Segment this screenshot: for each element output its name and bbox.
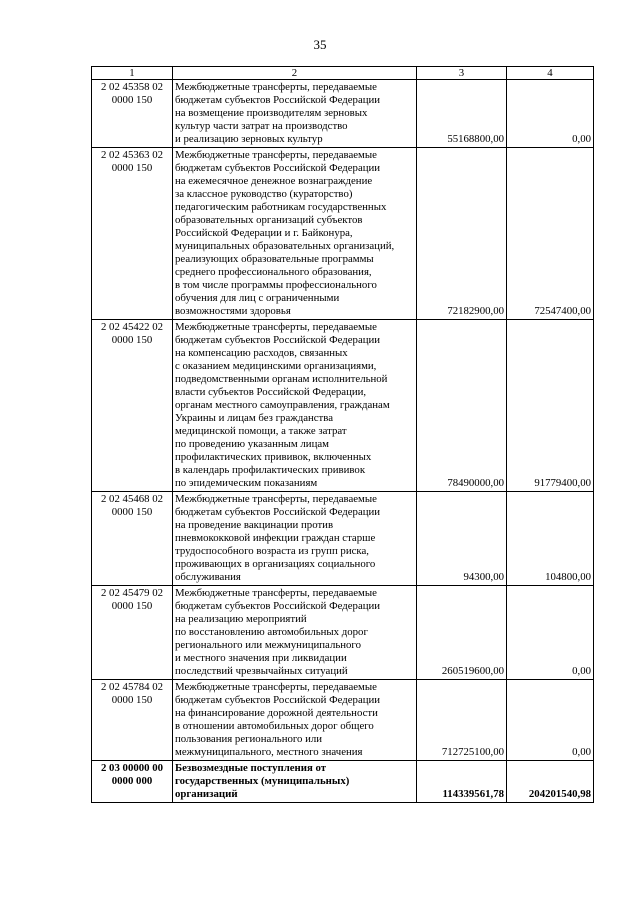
description-line: среднего профессионального образования,	[175, 266, 372, 278]
description-line: Межбюджетные трансферты, передаваемые	[175, 321, 377, 333]
description-line: межмуниципального, местного значения	[175, 746, 363, 758]
budget-code-cell	[92, 80, 173, 148]
description-line: бюджетам субъектов Российской Федерации	[175, 506, 381, 518]
description-line: и реализацию зерновых культур	[175, 133, 323, 145]
description-line: последствий чрезвычайных ситуаций	[175, 665, 348, 677]
amount-column-4: 72547400,00	[507, 148, 594, 320]
amount-column-4: 91779400,00	[507, 320, 594, 492]
budget-code-cell	[92, 586, 173, 680]
budget-code-cell	[92, 148, 173, 320]
description-line: Межбюджетные трансферты, передаваемые	[175, 149, 377, 161]
description-line: образовательных организаций субъектов	[175, 214, 363, 226]
amount-column-3: 114339561,78	[417, 761, 507, 803]
amount-column-3: 78490000,00	[417, 320, 507, 492]
budget-code-line: 0000 150	[111, 506, 153, 518]
budget-code-line: 2 02 45468 02	[100, 493, 164, 505]
column-header-1: 1	[92, 67, 173, 80]
table-header-row	[92, 67, 594, 80]
description-line: по восстановлению автомобильных дорог	[175, 626, 368, 638]
description-line: Межбюджетные трансферты, передаваемые	[175, 681, 377, 693]
description-line: Украины и лицам без гражданства	[175, 412, 334, 424]
amount-column-3: 94300,00	[417, 492, 507, 586]
budget-code-line: 0000 150	[111, 334, 153, 346]
column-header-2: 2	[173, 67, 417, 80]
amount-column-3: 72182900,00	[417, 148, 507, 320]
description-cell	[173, 761, 417, 803]
table-row	[92, 320, 594, 492]
description-line: бюджетам субъектов Российской Федерации	[175, 94, 381, 106]
description-line: в календарь профилактических прививок	[175, 464, 366, 476]
table-row	[92, 761, 594, 803]
description-line: бюджетам субъектов Российской Федерации	[175, 694, 381, 706]
budget-code-line: 2 02 45784 02	[100, 681, 164, 693]
description-line: Межбюджетные трансферты, передаваемые	[175, 81, 377, 93]
description-line: педагогическим работникам государственных	[175, 201, 387, 213]
column-header-4: 4	[507, 67, 594, 80]
amount-column-4: 0,00	[507, 80, 594, 148]
amount-column-4: 0,00	[507, 680, 594, 761]
table-row	[92, 586, 594, 680]
table-row	[92, 148, 594, 320]
description-line: по эпидемическим показаниям	[175, 477, 318, 489]
budget-code-line: 2 03 00000 00	[100, 762, 164, 774]
budget-code-line: 2 02 45479 02	[100, 587, 164, 599]
description-line: государственных (муниципальных)	[175, 775, 350, 787]
description-line: бюджетам субъектов Российской Федерации	[175, 334, 381, 346]
budget-table	[91, 66, 594, 803]
description-line: по проведению указанным лицам	[175, 438, 329, 450]
description-cell	[173, 320, 417, 492]
budget-code-line: 0000 150	[111, 162, 153, 174]
description-line: проживающих в организациях социального	[175, 558, 376, 570]
table-row	[92, 80, 594, 148]
description-line: и местного значения при ликвидации	[175, 652, 347, 664]
page-number: 35	[313, 37, 327, 52]
amount-column-3: 55168800,00	[417, 80, 507, 148]
description-line: на ежемесячное денежное вознаграждение	[175, 175, 373, 187]
description-line: на проведение вакцинации против	[175, 519, 334, 531]
description-line: на реализацию мероприятий	[175, 613, 307, 625]
description-line: на финансирование дорожной деятельности	[175, 707, 378, 719]
description-line: обучения для лиц с ограниченными	[175, 292, 340, 304]
table-row	[92, 492, 594, 586]
description-line: с оказанием медицинскими организациями,	[175, 360, 377, 372]
description-line: в том числе программы профессионального	[175, 279, 377, 291]
description-line: бюджетам субъектов Российской Федерации	[175, 600, 381, 612]
description-line: регионального или межмуниципального	[175, 639, 361, 651]
description-line: на компенсацию расходов, связанных	[175, 347, 348, 359]
budget-code-cell	[92, 761, 173, 803]
description-line: обслуживания	[175, 571, 241, 583]
amount-column-4: 204201540,98	[507, 761, 594, 803]
description-cell	[173, 148, 417, 320]
description-line: пневмококковой инфекции граждан старше	[175, 532, 376, 544]
description-line: Межбюджетные трансферты, передаваемые	[175, 587, 377, 599]
budget-code-cell	[92, 680, 173, 761]
description-line: трудоспособного возраста из групп риска,	[175, 545, 369, 557]
description-line: подведомственными органам исполнительной	[175, 373, 388, 385]
description-line: Безвозмездные поступления от	[175, 762, 327, 774]
description-line: возможностями здоровья	[175, 305, 291, 317]
description-line: в отношении автомобильных дорог общего	[175, 720, 374, 732]
description-line: культур части затрат на производство	[175, 120, 348, 132]
description-line: Межбюджетные трансферты, передаваемые	[175, 493, 377, 505]
budget-code-line: 0000 150	[111, 600, 153, 612]
description-line: за классное руководство (кураторство)	[175, 188, 353, 200]
description-line: пользования регионального или	[175, 733, 323, 745]
budget-code-line: 2 02 45363 02	[100, 149, 164, 161]
description-line: муниципальных образовательных организаций,	[175, 240, 395, 252]
description-line: организаций	[175, 788, 238, 800]
budget-code-line: 0000 150	[111, 694, 153, 706]
description-line: реализующих образовательные программы	[175, 253, 374, 265]
description-line: органам местного самоуправления, гражданам	[175, 399, 390, 411]
description-line: Российской Федерации и г. Байконура,	[175, 227, 353, 239]
budget-code-line: 0000 000	[111, 775, 153, 787]
amount-column-3: 712725100,00	[417, 680, 507, 761]
amount-column-4: 104800,00	[507, 492, 594, 586]
budget-code-line: 2 02 45422 02	[100, 321, 164, 333]
description-cell	[173, 80, 417, 148]
description-line: медицинской помощи, а также затрат	[175, 425, 347, 437]
description-cell	[173, 586, 417, 680]
description-line: власти субъектов Российской Федерации,	[175, 386, 367, 398]
description-line: бюджетам субъектов Российской Федерации	[175, 162, 381, 174]
description-cell	[173, 680, 417, 761]
budget-code-line: 2 02 45358 02	[100, 81, 164, 93]
budget-code-cell	[92, 492, 173, 586]
budget-code-cell	[92, 320, 173, 492]
budget-code-line: 0000 150	[111, 94, 153, 106]
column-header-3: 3	[417, 67, 507, 80]
table-row	[92, 680, 594, 761]
description-cell	[173, 492, 417, 586]
description-line: на возмещение производителям зерновых	[175, 107, 368, 119]
description-line: профилактических прививок, включенных	[175, 451, 372, 463]
amount-column-4: 0,00	[507, 586, 594, 680]
amount-column-3: 260519600,00	[417, 586, 507, 680]
